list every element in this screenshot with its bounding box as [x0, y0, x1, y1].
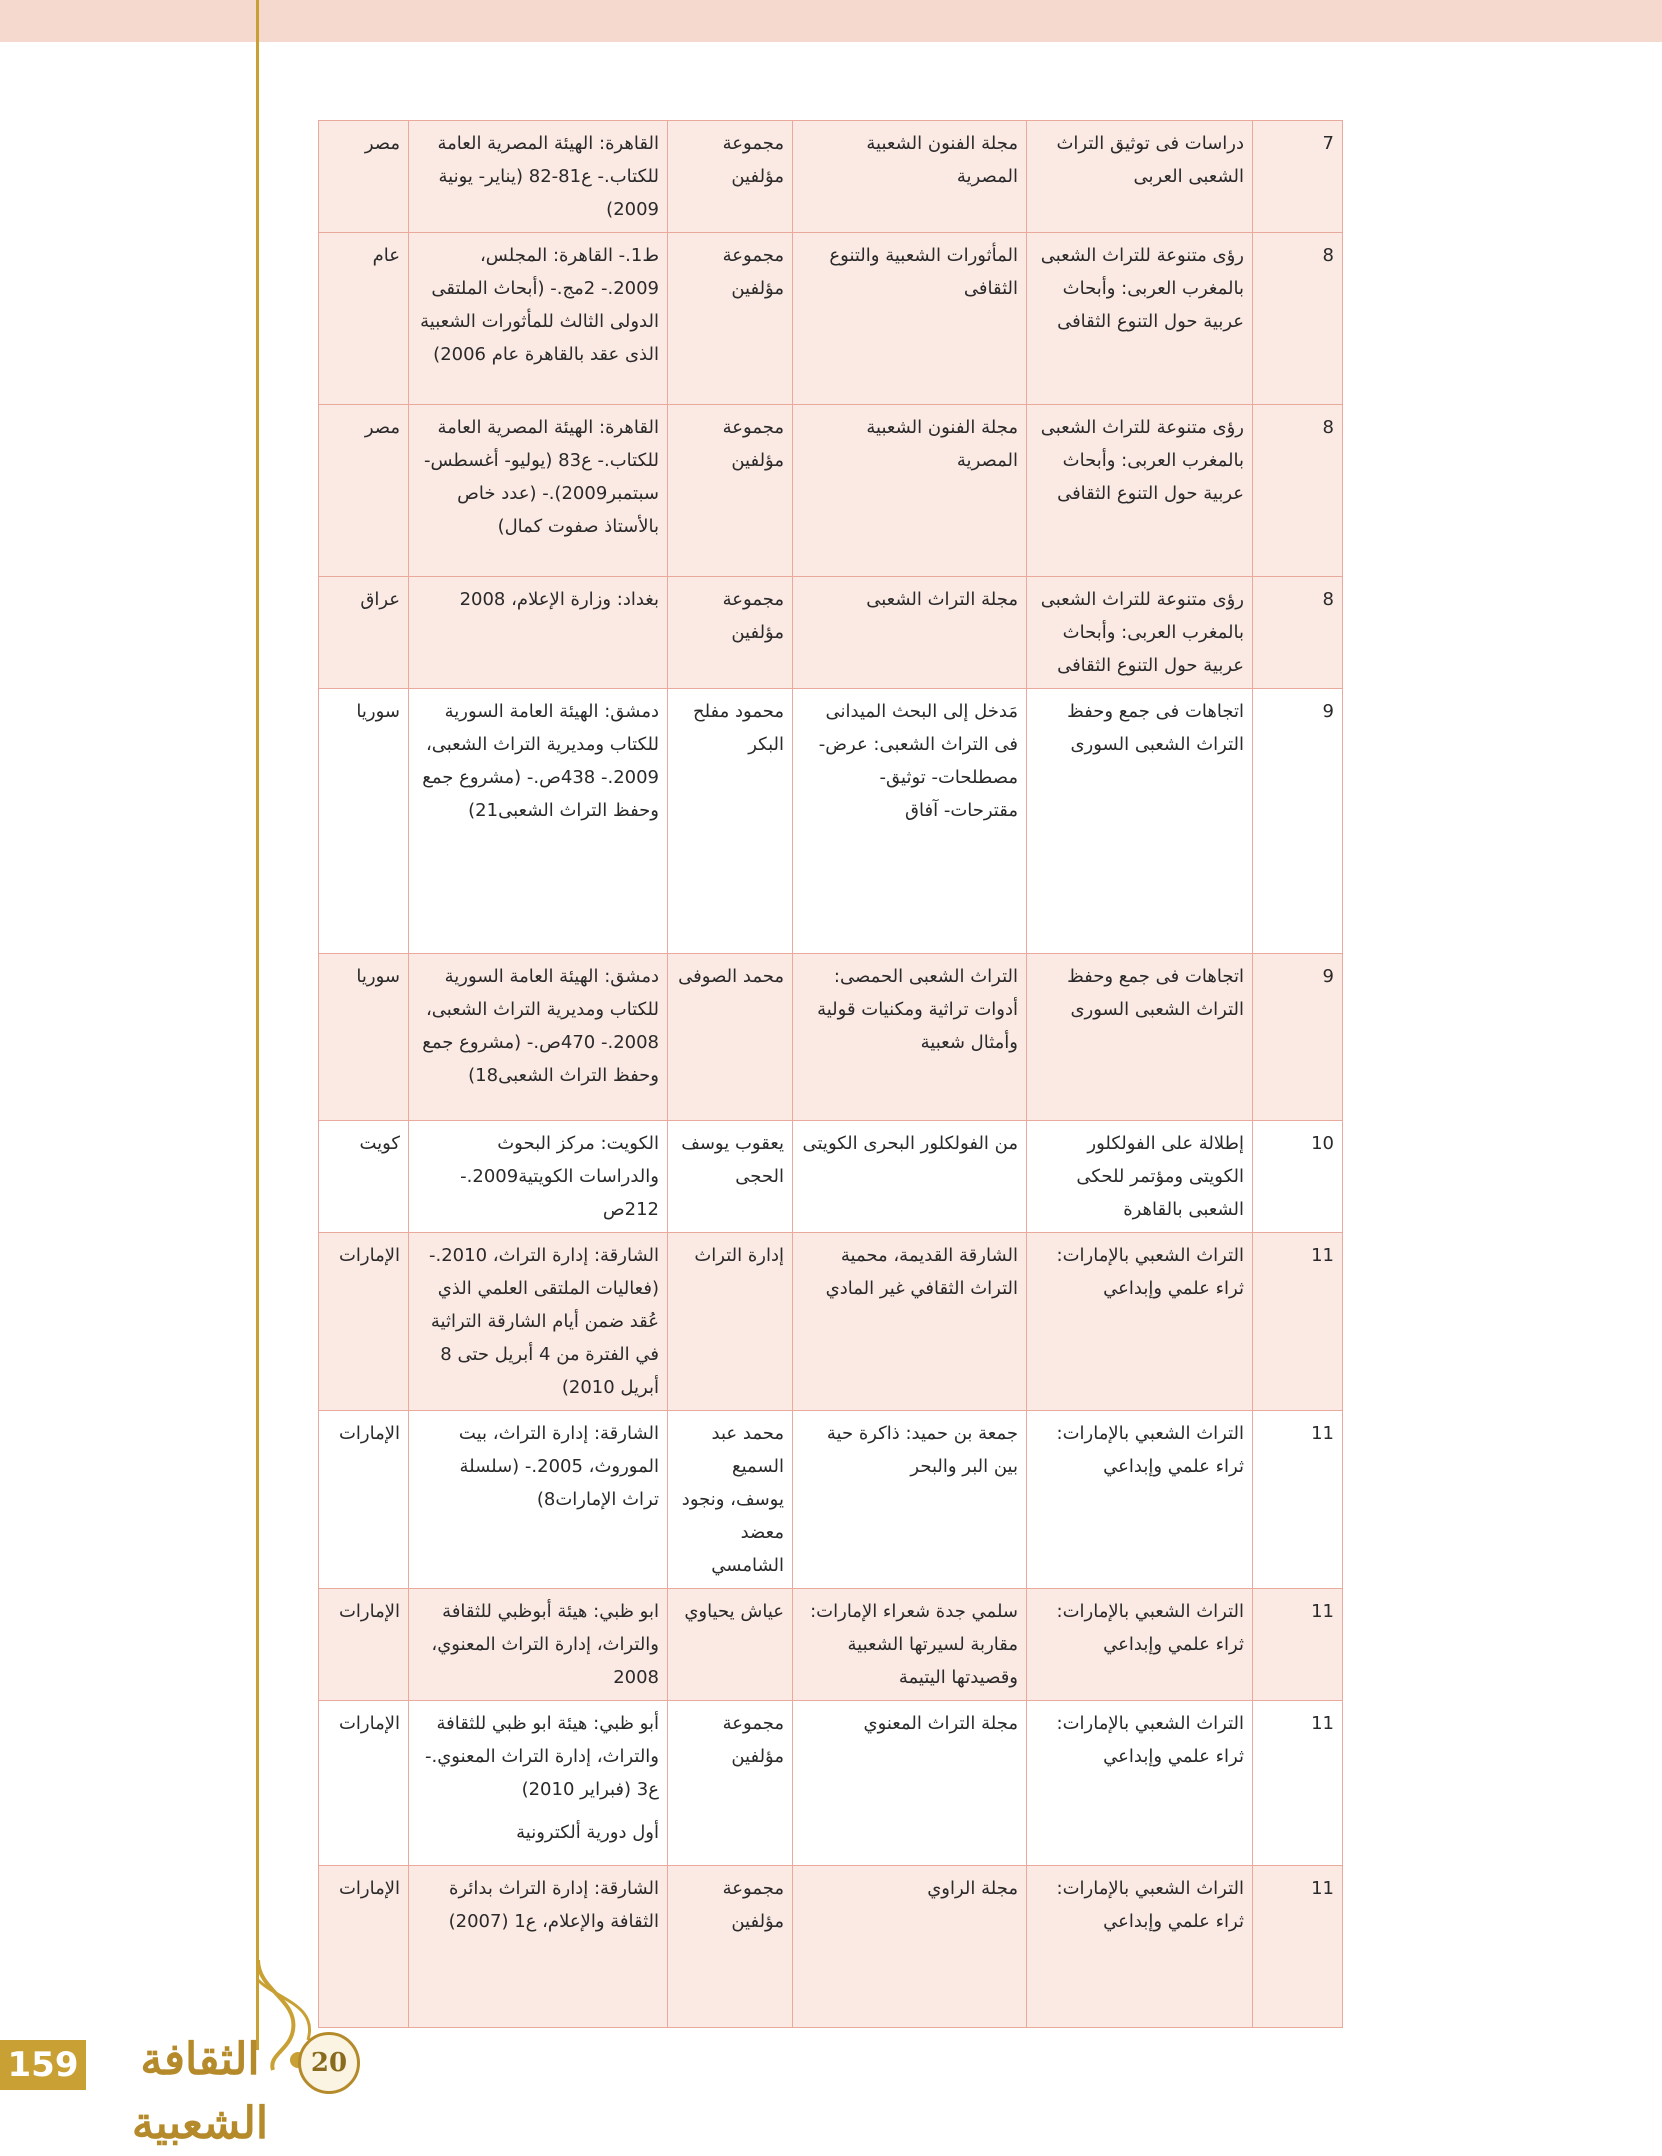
topic-cell: التراث الشعبي بالإمارات: ثراء علمي وإبداعي [1027, 1701, 1253, 1866]
topic-cell: إطلالة على الفولكلور الكويتى ومؤتمر للحكى الشعبى بالقاهرة [1027, 1121, 1253, 1233]
country-cell: الإمارات [319, 1411, 409, 1589]
title-cell: مجلة التراث المعنوي [793, 1701, 1027, 1866]
row-number: 11 [1253, 1589, 1343, 1701]
gold-margin-line [256, 0, 259, 2050]
table-row [319, 1589, 1343, 1701]
title-cell: مجلة الراوي [793, 1866, 1027, 2028]
row-number: 9 [1253, 689, 1343, 954]
title-cell: مجلة التراث الشعبى [793, 577, 1027, 689]
country-cell: مصر [319, 405, 409, 577]
title-cell: المأثورات الشعبية والتنوع الثقافى [793, 233, 1027, 405]
table-row [319, 121, 1343, 233]
table-row [319, 954, 1343, 1121]
title-cell: مَدخل إلى البحث الميدانى فى التراث الشعبى: عرض- مصطلحات- توثيق- مقترحات- آفاق [793, 689, 1027, 954]
author-cell: مجموعة مؤلفين [668, 121, 793, 233]
topic-cell: التراث الشعبي بالإمارات: ثراء علمي وإبداعي [1027, 1411, 1253, 1589]
row-number: 11 [1253, 1233, 1343, 1411]
page-number: 159 [0, 2040, 86, 2090]
topic-cell: رؤى متنوعة للتراث الشعبى بالمغرب العربى: وأبحاث عربية حول التنوع الثقافى [1027, 233, 1253, 405]
country-cell: عام [319, 233, 409, 405]
row-number: 7 [1253, 121, 1343, 233]
publication-cell: الكويت: مركز البحوث والدراسات الكويتية2009.- 212ص [409, 1121, 668, 1233]
author-cell: مجموعة مؤلفين [668, 233, 793, 405]
publication-cell: القاهرة: الهيئة المصرية العامة للكتاب.- ع81-82 (يناير- يونية 2009) [409, 121, 668, 233]
topic-cell: التراث الشعبي بالإمارات: ثراء علمي وإبداعي [1027, 1589, 1253, 1701]
table-row [319, 1701, 1343, 1866]
author-cell: محمد عبد السميع يوسف، ونجود معضد الشامسي [668, 1411, 793, 1589]
title-cell: مجلة الفنون الشعبية المصرية [793, 121, 1027, 233]
publication-text: أبو ظبي: هيئة ابو ظبي للثقافة والتراث، إدارة التراث المعنوي.- ع3 (فبراير 2010) [424, 1713, 659, 1800]
publication-cell: بغداد: وزارة الإعلام، 2008 [409, 577, 668, 689]
author-cell: يعقوب يوسف الحجى [668, 1121, 793, 1233]
title-cell: التراث الشعبى الحمصى: أدوات تراثية ومكنيات قولية وأمثال شعبية [793, 954, 1027, 1121]
country-cell: الإمارات [319, 1701, 409, 1866]
author-cell: محمد الصوفى [668, 954, 793, 1121]
title-cell: الشارقة القديمة، محمية التراث الثقافي غير المادي [793, 1233, 1027, 1411]
table-row [319, 689, 1343, 954]
bibliography-table [318, 120, 1343, 2028]
top-color-band [0, 0, 1662, 42]
country-cell: سوريا [319, 954, 409, 1121]
topic-cell: رؤى متنوعة للتراث الشعبى بالمغرب العربى: وأبحاث عربية حول التنوع الثقافى [1027, 577, 1253, 689]
topic-cell: رؤى متنوعة للتراث الشعبى بالمغرب العربى: وأبحاث عربية حول التنوع الثقافى [1027, 405, 1253, 577]
publication-cell: دمشق: الهيئة العامة السورية للكتاب ومديرية التراث الشعبى، 2009.- 438ص.- (مشروع جمع وحفظ التراث الشعبى21) [409, 689, 668, 954]
publication-cell: ط1.- القاهرة: المجلس، 2009.- 2مج.- (أبحاث الملتقى الدولى الثالث للمأثورات الشعبية الذى عقد بالقاهرة عام 2006) [409, 233, 668, 405]
row-number: 11 [1253, 1866, 1343, 2028]
author-cell: مجموعة مؤلفين [668, 1866, 793, 2028]
author-cell: مجموعة مؤلفين [668, 577, 793, 689]
country-cell: مصر [319, 121, 409, 233]
publication-note: أول دورية ألكترونية [516, 1822, 659, 1843]
publication-cell: الشارقة: إدارة التراث، بيت الموروث، 2005.- (سلسلة تراث الإمارات8) [409, 1411, 668, 1589]
country-cell: الإمارات [319, 1866, 409, 2028]
publication-cell: دمشق: الهيئة العامة السورية للكتاب ومديرية التراث الشعبى، 2008.- 470ص.- (مشروع جمع وحفظ التراث الشعبى18) [409, 954, 668, 1121]
table-row [319, 1233, 1343, 1411]
topic-cell: التراث الشعبي بالإمارات: ثراء علمي وإبداعي [1027, 1866, 1253, 2028]
row-number: 10 [1253, 1121, 1343, 1233]
author-cell: عياش يحياوي [668, 1589, 793, 1701]
publication-cell [409, 1701, 668, 1866]
publication-cell: القاهرة: الهيئة المصرية العامة للكتاب.- ع83 (يوليو- أغسطس- سبتمبر2009).- (عدد خاص بالأستاذ صفوت كمال) [409, 405, 668, 577]
country-cell: سوريا [319, 689, 409, 954]
country-cell: كويت [319, 1121, 409, 1233]
author-cell: إدارة التراث [668, 1233, 793, 1411]
topic-cell: دراسات فى توثيق التراث الشعبى العربى [1027, 121, 1253, 233]
title-cell: مجلة الفنون الشعبية المصرية [793, 405, 1027, 577]
row-number: 8 [1253, 577, 1343, 689]
author-cell: مجموعة مؤلفين [668, 1701, 793, 1866]
title-cell: جمعة بن حميد: ذاكرة حية بين البر والبحر [793, 1411, 1027, 1589]
country-cell: الإمارات [319, 1589, 409, 1701]
issue-number-badge: 20 [298, 2032, 360, 2094]
author-cell: مجموعة مؤلفين [668, 405, 793, 577]
title-cell: سلمي جدة شعراء الإمارات: مقاربة لسيرتها الشعبية وقصيدتها اليتيمة [793, 1589, 1027, 1701]
row-number: 11 [1253, 1411, 1343, 1589]
table-row [319, 1121, 1343, 1233]
table-row [319, 1866, 1343, 2028]
publication-cell: الشارقة: إدارة التراث، 2010.- (فعاليات الملتقى العلمي الذي عُقد ضمن أيام الشارقة التراثية في الفترة من 4 أبريل حتى 8 أبريل 2010) [409, 1233, 668, 1411]
row-number: 11 [1253, 1701, 1343, 1866]
publication-cell: الشارقة: إدارة التراث بدائرة الثقافة والإعلام، ع1 (2007) [409, 1866, 668, 2028]
country-cell: عراق [319, 577, 409, 689]
title-cell: من الفولكلور البحرى الكويتى [793, 1121, 1027, 1233]
row-number: 9 [1253, 954, 1343, 1121]
row-number: 8 [1253, 405, 1343, 577]
country-cell: الإمارات [319, 1233, 409, 1411]
row-number: 8 [1253, 233, 1343, 405]
table-row [319, 233, 1343, 405]
topic-cell: التراث الشعبي بالإمارات: ثراء علمي وإبداعي [1027, 1233, 1253, 1411]
magazine-logo: الثقافة الشعبية [131, 2034, 269, 2149]
table-row [319, 1411, 1343, 1589]
author-cell: محمود مفلح البكر [668, 689, 793, 954]
table-row [319, 405, 1343, 577]
topic-cell: اتجاهات فى جمع وحفظ التراث الشعبى السورى [1027, 954, 1253, 1121]
publication-cell: ابو ظبي: هيئة أبوظبي للثقافة والتراث، إدارة التراث المعنوي، 2008 [409, 1589, 668, 1701]
topic-cell: اتجاهات فى جمع وحفظ التراث الشعبى السورى [1027, 689, 1253, 954]
table-row [319, 577, 1343, 689]
